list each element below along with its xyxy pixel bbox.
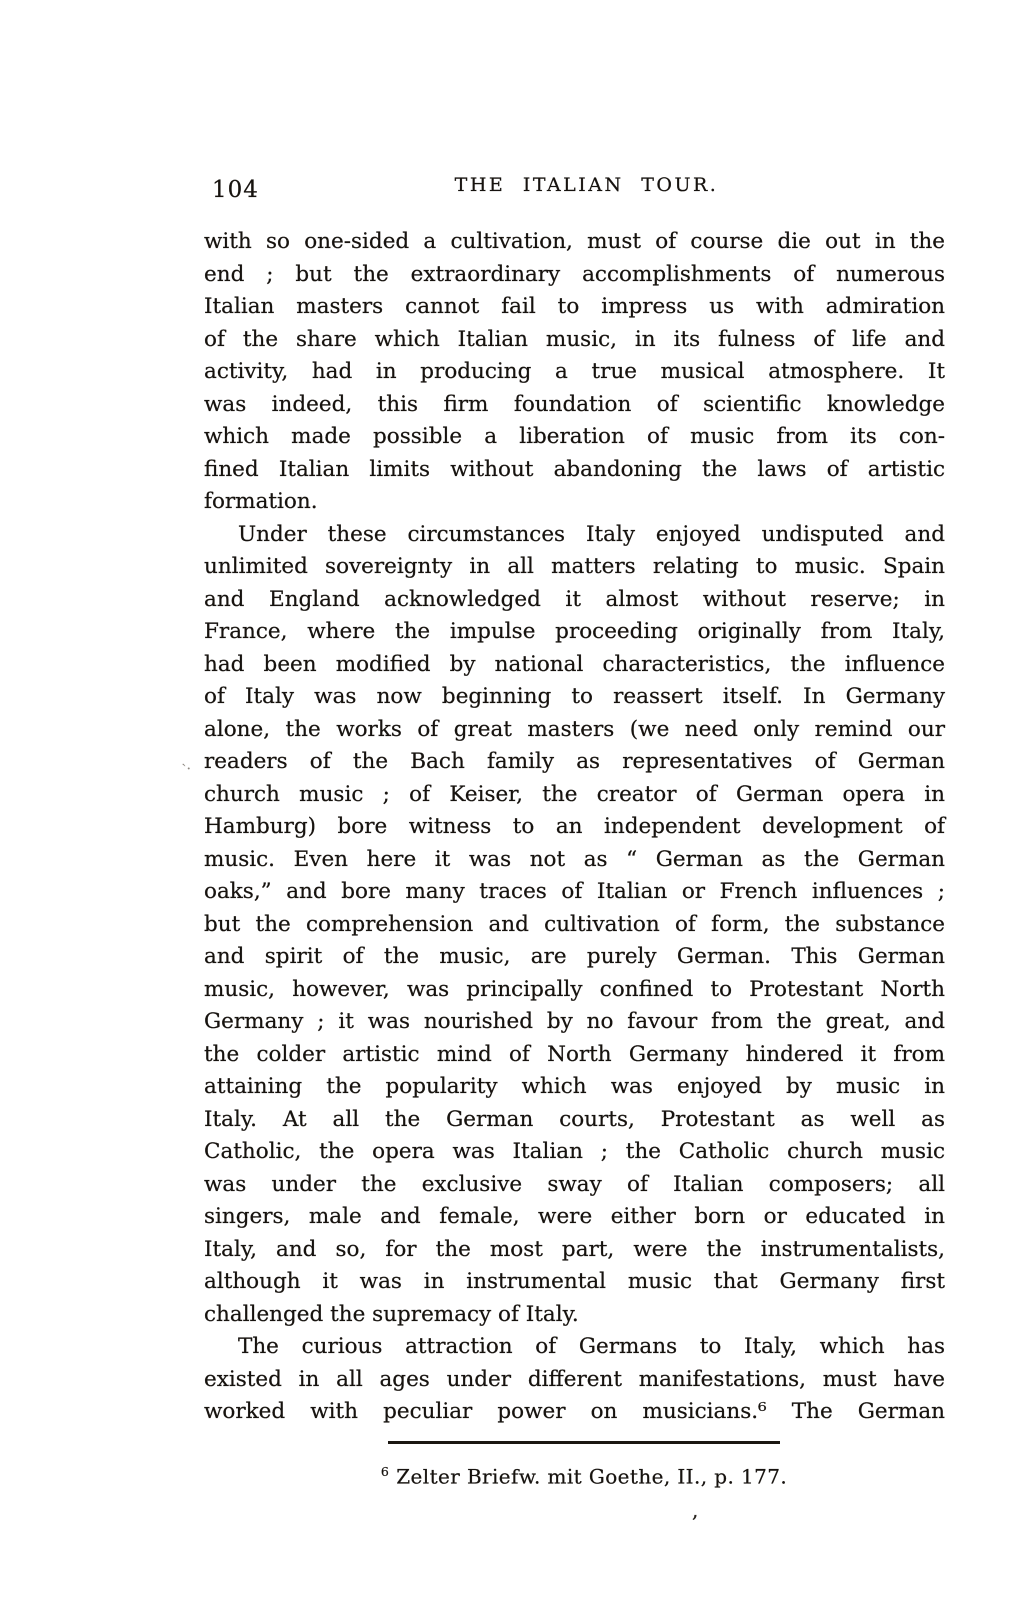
paragraph xyxy=(204,519,945,1332)
text-line: Catholic, the opera was Italian ; the Catholic church music xyxy=(204,1139,945,1164)
footnote-marker: 6 xyxy=(380,1464,390,1479)
text-line: with so one-sided a cultivation, must of course die out in the xyxy=(204,229,945,254)
text-line: Hamburg) bore witness to an independent development of xyxy=(204,814,945,839)
text-line: activity, had in producing a true musical atmosphere. It xyxy=(204,359,945,384)
text-line: attaining the popularity which was enjoyed by music in xyxy=(204,1074,945,1099)
text-line: readers of the Bach family as representatives of German xyxy=(204,749,945,774)
text-line: fined Italian limits without abandoning the laws of artistic xyxy=(204,456,945,482)
running-title: THE ITALIAN TOUR. xyxy=(454,174,719,196)
text-line: had been modified by national characteristics, the influence xyxy=(204,651,945,677)
text-line: unlimited sovereignty in all matters relating to music. Spain xyxy=(204,554,945,579)
text-line: and England acknowledged it almost without reserve; in xyxy=(204,586,945,612)
text-line: music. Even here it was not as “ German as the German xyxy=(204,846,945,872)
text-line: Under these circumstances Italy enjoyed undisputed and xyxy=(238,521,945,547)
text-line: existed in all ages under different manifestations, must have xyxy=(204,1366,945,1392)
text-line: of Italy was now beginning to reassert itself. In Germany xyxy=(204,684,945,709)
text-line: and spirit of the music, are purely German. This German xyxy=(204,944,945,969)
text-line: Italy. At all the German courts, Protestant as well as xyxy=(204,1106,945,1132)
text-line: Germany ; it was nourished by no favour from the great, and xyxy=(204,1009,945,1034)
text-line: formation. xyxy=(204,489,318,514)
text-line: but the comprehension and cultivation of form, the substance xyxy=(204,911,945,937)
text-line: alone, the works of great masters (we need only remind our xyxy=(204,716,945,742)
text-line: challenged the supremacy of Italy. xyxy=(204,1301,579,1327)
footnote-text: Zelter Briefw. mit Goethe, II., p. 177. xyxy=(396,1464,788,1489)
text-line: of the share which Italian music, in its fulness of life and xyxy=(204,326,945,352)
text-line: was indeed, this firm foundation of scientific knowledge xyxy=(204,391,945,417)
text-line: the colder artistic mind of North Germany hindered it from xyxy=(204,1041,945,1067)
text-body xyxy=(204,226,945,1429)
text-line: singers, male and female, were either born or educated in xyxy=(204,1204,945,1229)
text-line: Italy, and so, for the most part, were the instrumentalists, xyxy=(204,1236,945,1262)
text-line: worked with peculiar power on musicians.⁶ The German xyxy=(204,1399,945,1424)
text-line: although it was in instrumental music that Germany first xyxy=(204,1269,945,1294)
footnote xyxy=(204,1464,964,1489)
text-line: was under the exclusive sway of Italian composers; all xyxy=(204,1171,945,1197)
text-line: music, however, was principally confined to Protestant North xyxy=(204,976,945,1002)
text-line: oaks,” and bore many traces of Italian or French influences ; xyxy=(204,879,945,904)
text-line: France, where the impulse proceeding originally from Italy, xyxy=(204,619,945,644)
footnote-separator-rule xyxy=(388,1441,780,1444)
page-header xyxy=(204,174,945,204)
text-line: The curious attraction of Germans to Italy, which has xyxy=(238,1334,945,1359)
paragraph xyxy=(204,1331,945,1429)
page-number: 104 xyxy=(212,177,259,203)
stray-ink-mark: , xyxy=(692,1498,699,1522)
text-line: end ; but the extraordinary accomplishments of numerous xyxy=(204,261,945,287)
text-line: Italian masters cannot fail to impress us with admiration xyxy=(204,294,945,319)
paragraph xyxy=(204,226,945,519)
margin-ink-artifact: ‵· xyxy=(181,759,193,779)
text-line: church music ; of Keiser, the creator of German opera in xyxy=(204,781,945,807)
text-line: which made possible a liberation of music from its con- xyxy=(204,424,945,449)
